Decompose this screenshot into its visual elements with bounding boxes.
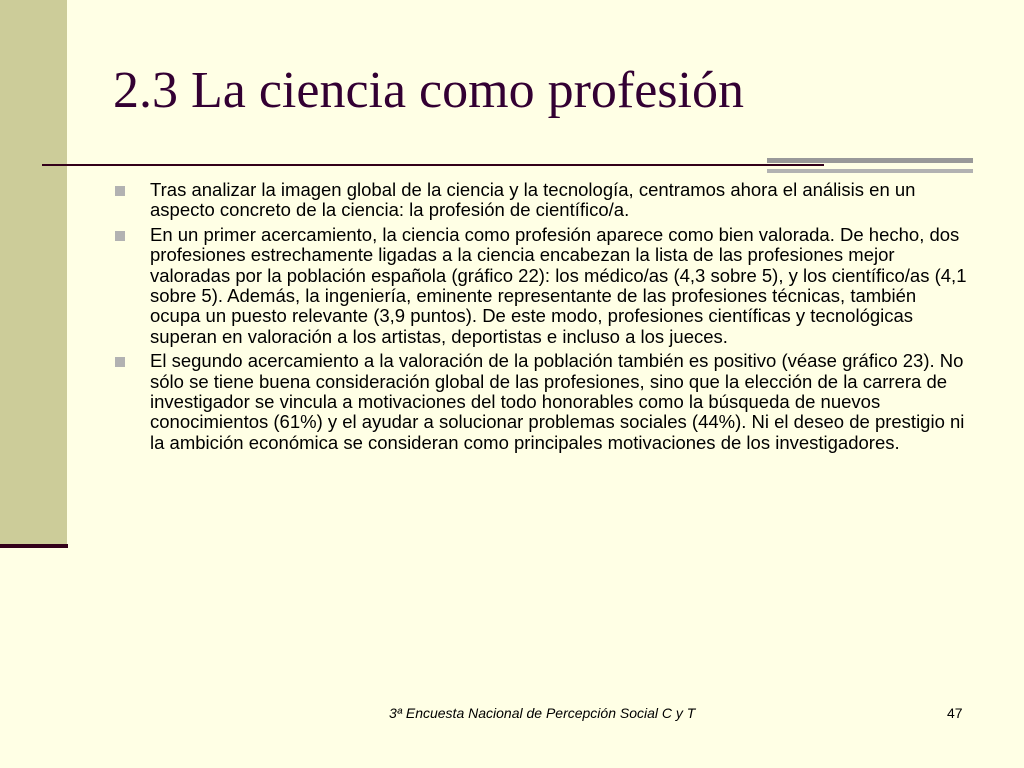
bullet-text: El segundo acercamiento a la valoración de la población también es positivo (véase gráfico 23). No sólo se tiene buena consideración global de las profesiones, sino que la elección de la carrera de investigador se vincula a motivaciones del todo honorables como la búsqueda de nuevos conocimientos (61%) y el ayudar a solucionar problemas sociales (44%). Ni el deseo de prestigio ni la ambición económica se consideran como principales motivaciones de los investigadores. <box>150 350 965 453</box>
list-item <box>113 225 968 347</box>
slide-footer: 3ª Encuesta Nacional de Percepción Social C y T <box>389 705 696 721</box>
bullet-text: En un primer acercamiento, la ciencia como profesión aparece como bien valorada. De hecho, dos profesiones estrechamente ligadas a la ciencia encabezan la lista de las profesiones mejor valoradas por la población española (gráfico 22): los médico/as (4,3 sobre 5), y los científico/as (4,1 sobre 5). Además, la ingeniería, eminente representante de las profesiones técnicas, también ocupa un puesto relevante (3,9 puntos). De este modo, profesiones científicas y tecnológicas superan en valoración a los artistas, deportistas e incluso a los jueces. <box>150 223 967 347</box>
slide-title: 2.3 La ciencia como profesión <box>113 62 744 119</box>
left-band-underline <box>0 544 68 548</box>
page-number: 47 <box>947 705 963 721</box>
square-bullet-icon <box>115 231 125 241</box>
square-bullet-icon <box>115 186 125 196</box>
decorative-gray-bars <box>767 158 973 176</box>
list-item <box>113 180 968 221</box>
slide-bullet-list <box>113 180 968 457</box>
title-divider <box>42 164 824 166</box>
left-decorative-band <box>0 0 67 545</box>
bullet-text: Tras analizar la imagen global de la ciencia y la tecnología, centramos ahora el análisis en un aspecto concreto de la ciencia: la profesión de científico/a. <box>150 179 916 221</box>
gray-bar-top <box>767 158 973 163</box>
list-item <box>113 351 968 453</box>
gray-bar-bottom <box>767 169 973 173</box>
square-bullet-icon <box>115 357 125 367</box>
